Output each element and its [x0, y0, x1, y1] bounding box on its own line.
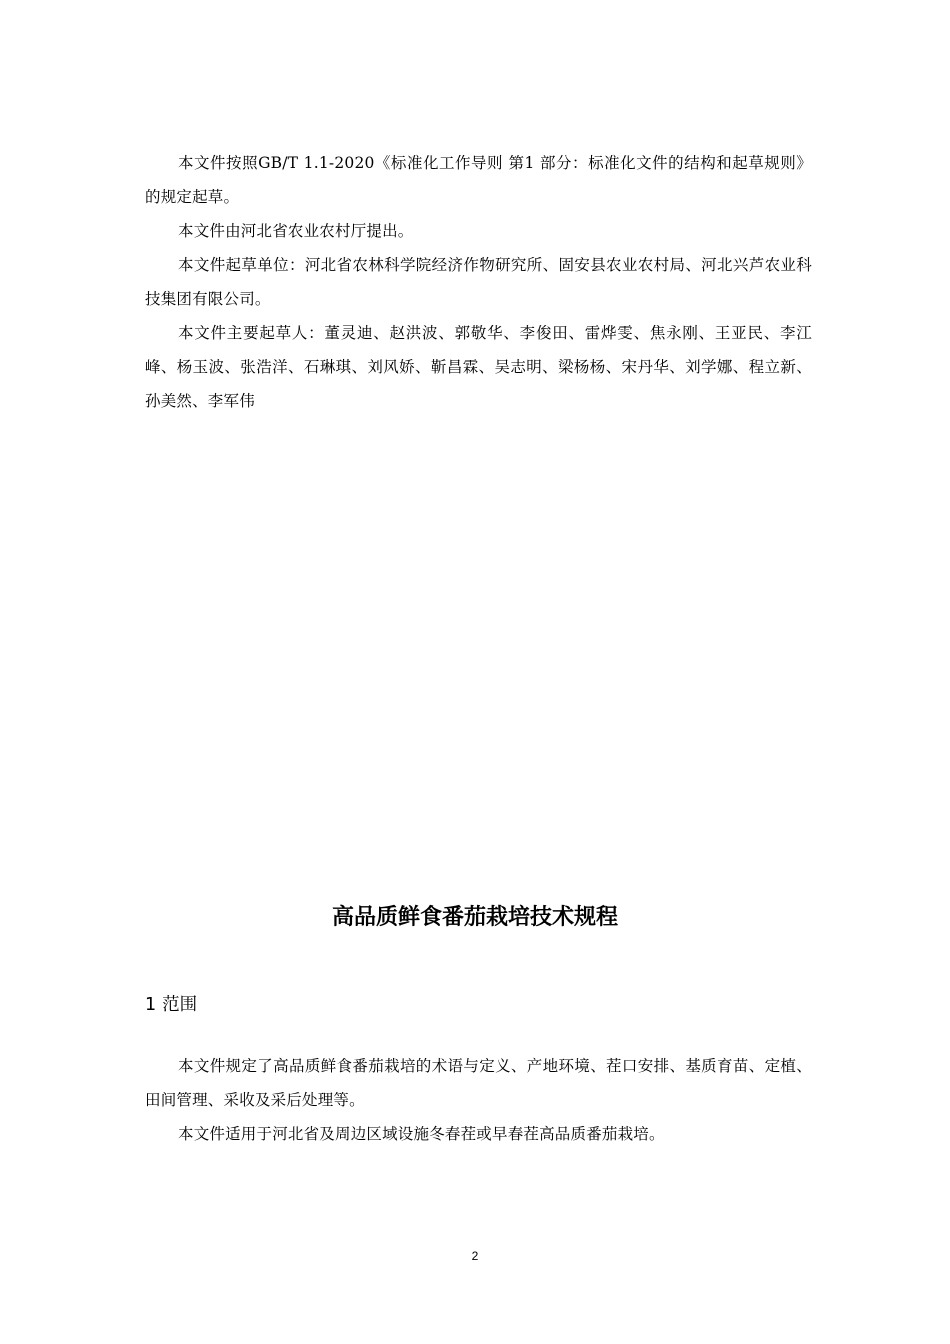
foreword-paragraph-drafters: 本文件主要起草人：董灵迪、赵洪波、郭敬华、李俊田、雷烨雯、焦永刚、王亚民、李江峰、杨玉波、张浩洋、石琳琪、刘风娇、靳昌霖、吴志明、梁杨杨、宋丹华、刘学娜、程立新、孙美然、李军伟 — [145, 324, 812, 410]
scope-paragraph-applicability: 本文件适用于河北省及周边区域设施冬春茬或早春茬高品质番茄栽培。 — [178, 1125, 665, 1143]
foreword-section — [145, 146, 812, 418]
document-title: 高品质鲜食番茄栽培技术规程 — [331, 905, 618, 930]
foreword-paragraph-drafting-units: 本文件起草单位：河北省农林科学院经济作物研究所、固安县农业农村局、河北兴芦农业科技集团有限公司。 — [145, 256, 812, 308]
page-number: 2 — [471, 1249, 479, 1263]
foreword-paragraph-proposer: 本文件由河北省农业农村厅提出。 — [178, 222, 414, 240]
section-number: 1 — [145, 995, 157, 1015]
section-heading-scope — [145, 988, 197, 1022]
scope-section — [145, 1049, 812, 1151]
foreword-paragraph-drafting-rules: 本文件按照GB/T 1.1-2020《标准化工作导则 第1 部分：标准化文件的结构和起草规则》的规定起草。 — [145, 154, 812, 206]
scope-paragraph-content: 本文件规定了高品质鲜食番茄栽培的术语与定义、产地环境、茬口安排、基质育苗、定植、田间管理、采收及采后处理等。 — [145, 1057, 812, 1109]
section-title: 范围 — [162, 995, 198, 1015]
